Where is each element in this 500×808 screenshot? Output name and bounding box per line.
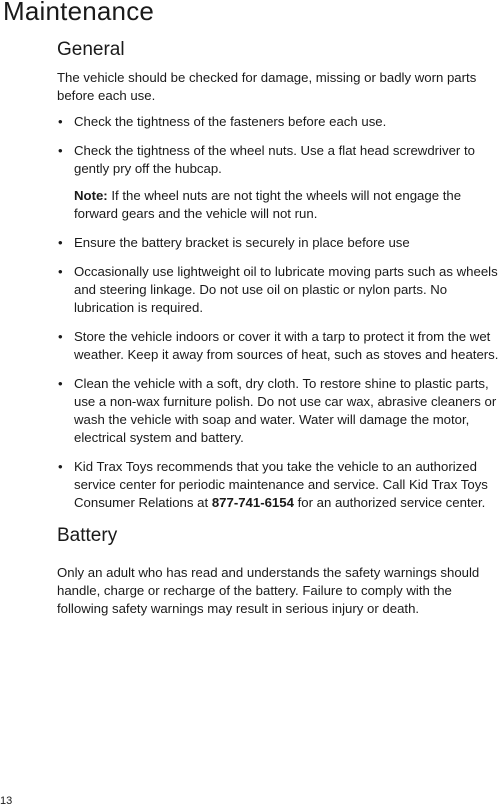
list-item bbox=[57, 263, 500, 317]
battery-paragraph: Only an adult who has read and understands the safety warnings should handle, charge or recharge of the battery. Failure to comply with the following safety warnings may result in serious injury or death. bbox=[57, 565, 480, 616]
general-heading: General bbox=[57, 39, 125, 60]
list-item-text: Check the tightness of the fasteners before each use. bbox=[74, 114, 387, 129]
bullet-icon: • bbox=[58, 376, 63, 391]
list-item bbox=[57, 458, 500, 512]
bullet-icon: • bbox=[58, 329, 63, 344]
maintenance-list bbox=[57, 113, 500, 512]
list-item-text: Ensure the battery bracket is securely in place before use bbox=[74, 235, 410, 250]
battery-section bbox=[57, 524, 500, 618]
page-number: 13 bbox=[0, 795, 13, 807]
list-item-text: Store the vehicle indoors or cover it with a tarp to protect it from the wet weather. Keep it away from sources of heat, such as stoves and heaters. bbox=[74, 329, 499, 362]
page-content bbox=[57, 38, 500, 618]
list-item-text: Clean the vehicle with a soft, dry cloth. To restore shine to plastic parts, use a non-wax furniture polish. Do not use car wax, abrasive cleaners or wash the vehicle with soap and water. Water will damage the motor, electrical system and battery. bbox=[74, 376, 497, 445]
general-intro: The vehicle should be checked for damage, missing or badly worn parts before each use. bbox=[57, 70, 477, 103]
list-item bbox=[57, 234, 500, 252]
service-text-before: Kid Trax Toys recommends that you take the vehicle to an authorized service center for periodic maintenance and service. Call Kid Trax Toys Consumer Relations at bbox=[74, 459, 488, 510]
service-text-after: for an authorized service center. bbox=[293, 495, 486, 510]
list-item-text: Check the tightness of the wheel nuts. Use a flat head screwdriver to gently pry off the hubcap. bbox=[74, 143, 475, 176]
note-label: Note: bbox=[74, 188, 108, 203]
note-paragraph bbox=[74, 187, 500, 223]
bullet-icon: • bbox=[58, 235, 63, 250]
list-item bbox=[57, 113, 500, 131]
general-section bbox=[57, 38, 500, 512]
list-item-text: Occasionally use lightweight oil to lubricate moving parts such as wheels and steering linkage. Do not use oil on plastic or nylon parts. No lubrication is required. bbox=[74, 264, 498, 315]
battery-heading: Battery bbox=[57, 525, 118, 546]
bullet-icon: • bbox=[58, 143, 63, 158]
phone-number: 877-741-6154 bbox=[211, 495, 294, 510]
page-title: Maintenance bbox=[3, 0, 155, 26]
note-text: If the wheel nuts are not tight the wheels will not engage the forward gears and the vehicle will not run. bbox=[74, 188, 462, 221]
list-item bbox=[57, 328, 500, 364]
list-item bbox=[57, 142, 500, 223]
bullet-icon: • bbox=[58, 264, 63, 279]
list-item bbox=[57, 375, 500, 447]
bullet-icon: • bbox=[58, 114, 63, 129]
bullet-icon: • bbox=[58, 459, 63, 474]
